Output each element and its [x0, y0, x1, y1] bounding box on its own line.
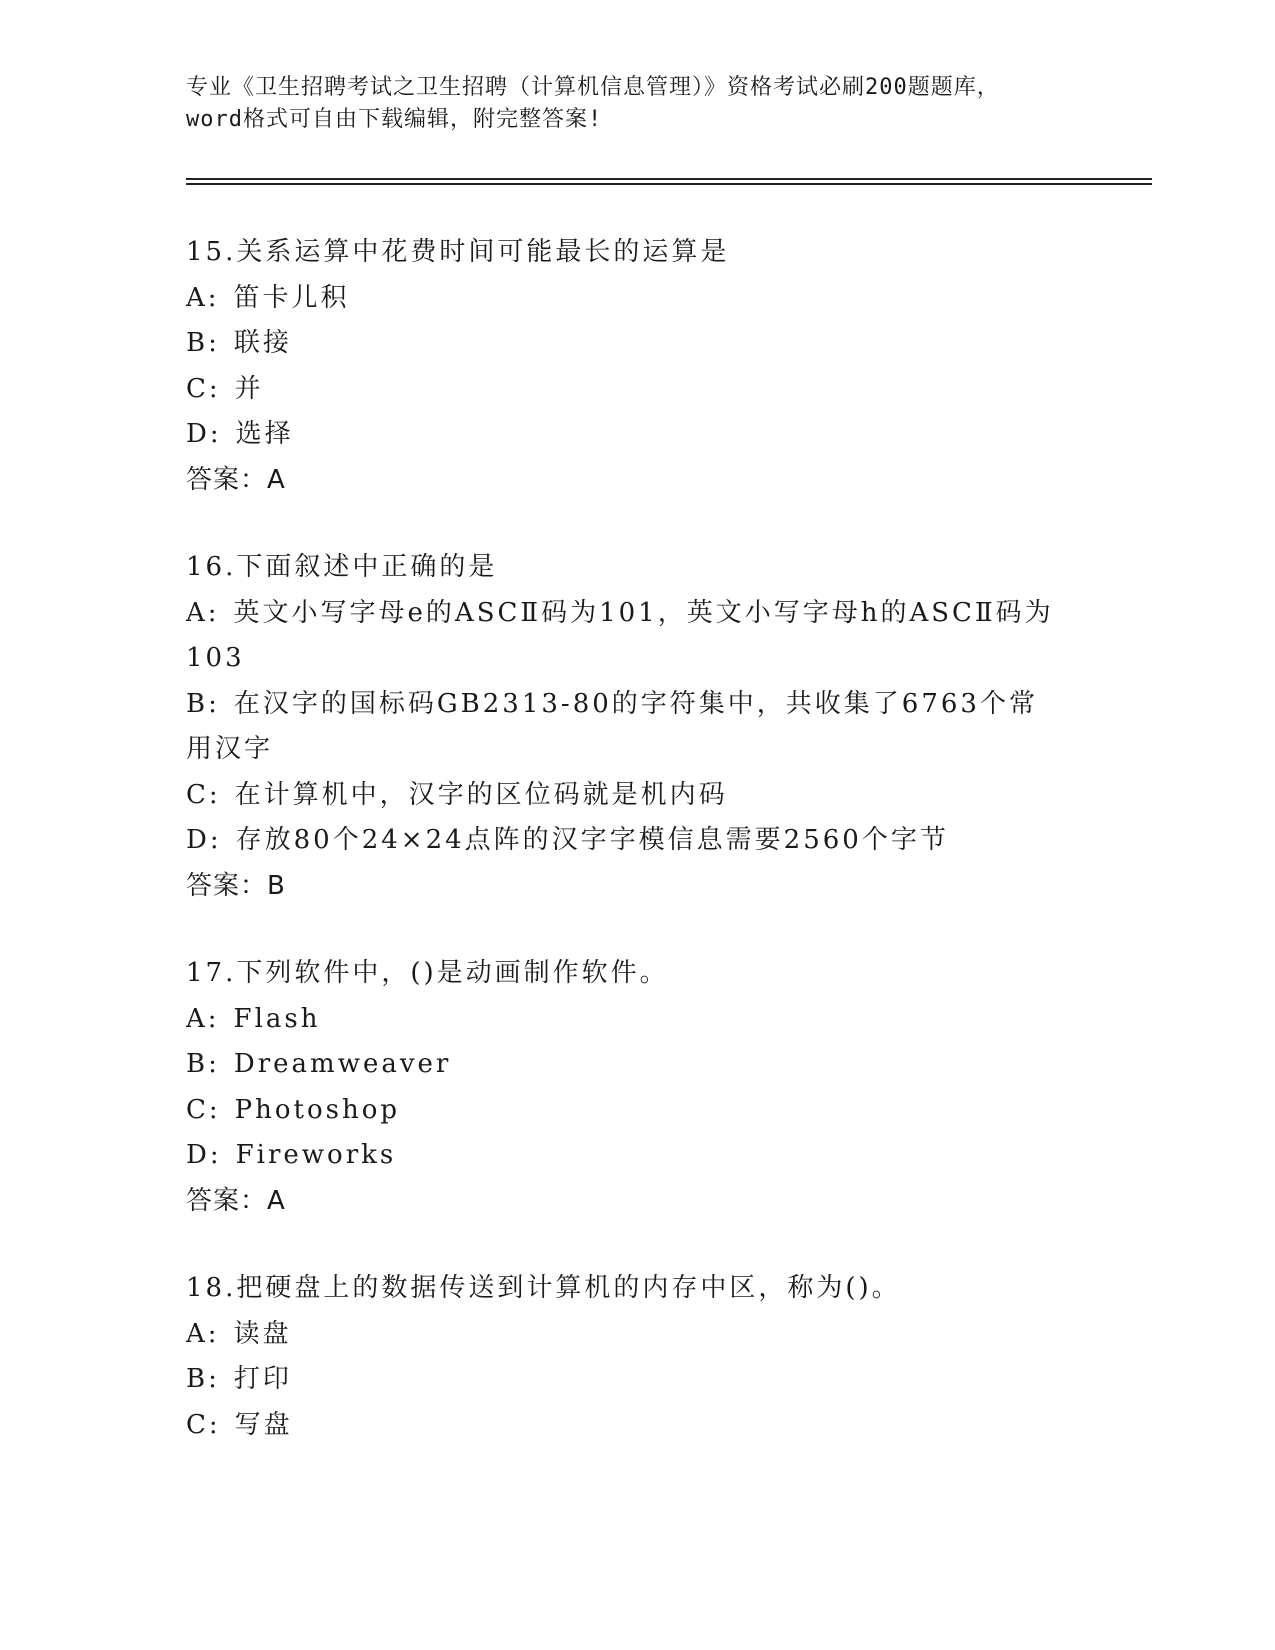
option-text: 笛卡儿积: [233, 282, 350, 313]
option-text: Photoshop: [234, 1094, 401, 1125]
option-label: A:: [186, 1318, 220, 1349]
document-header: [186, 72, 1086, 136]
question-stem: 17.下列软件中，()是动画制作软件。: [186, 958, 669, 988]
option-text: Fireworks: [235, 1140, 397, 1170]
option-label: A:: [186, 1003, 220, 1034]
option-d: [186, 412, 1066, 458]
option-c: [186, 367, 1066, 413]
option-a: [186, 1312, 1066, 1358]
option-label: C:: [186, 1409, 221, 1440]
option-text: Flash: [233, 1003, 321, 1034]
option-text: 联接: [233, 328, 292, 358]
question-15: [186, 230, 1066, 503]
header-divider-bottom: [186, 183, 1152, 185]
option-label: C:: [186, 373, 221, 404]
answer-line: 答案：A: [186, 464, 286, 495]
option-c: [186, 773, 1066, 819]
question-stem: 18.把硬盘上的数据传送到计算机的内存中区，称为()。: [186, 1273, 901, 1303]
option-text: 存放80个24×24点阵的汉字字模信息需要2560个字节: [235, 825, 949, 855]
option-b: [186, 1357, 1066, 1403]
option-c: [186, 1088, 1066, 1134]
option-b: [186, 321, 1066, 367]
option-d: [186, 818, 1066, 864]
option-label: C:: [186, 779, 221, 810]
question-16: [186, 545, 1066, 909]
header-title-line-2: word格式可自由下载编辑，附完整答案!: [186, 107, 603, 132]
option-a: [186, 997, 1066, 1043]
option-label: C:: [186, 1094, 221, 1125]
option-text: 读盘: [233, 1318, 292, 1349]
answer-line: 答案：B: [186, 870, 286, 901]
option-text: 打印: [233, 1364, 292, 1394]
option-label: B:: [186, 688, 220, 719]
question-18: [186, 1266, 1066, 1448]
option-d: [186, 1133, 1066, 1179]
question-17: [186, 951, 1066, 1224]
option-label: B:: [186, 1364, 220, 1394]
option-label: B:: [186, 1049, 220, 1079]
question-list: [186, 230, 1066, 1490]
header-title-line-1: 专业《卫生招聘考试之卫生招聘（计算机信息管理）》资格考试必刷200题题库，: [186, 75, 1000, 100]
option-a: [186, 591, 1066, 682]
answer-line: 答案：A: [186, 1185, 286, 1216]
option-label: D:: [186, 825, 222, 855]
option-a: [186, 276, 1066, 322]
option-label: A:: [186, 597, 220, 628]
option-text: 选择: [235, 419, 294, 449]
option-text: 在汉字的国标码GB2313-80的字符集中，共收集了6763个常用汉字: [186, 688, 1038, 764]
question-stem: 15.关系运算中花费时间可能最长的运算是: [186, 237, 730, 267]
question-stem: 16.下面叙述中正确的是: [186, 552, 498, 582]
option-label: A:: [186, 282, 220, 313]
option-c: [186, 1403, 1066, 1449]
header-divider-top: [186, 178, 1152, 180]
option-label: D:: [186, 419, 222, 449]
option-label: B:: [186, 328, 220, 358]
option-text: Dreamweaver: [233, 1049, 452, 1079]
option-text: 写盘: [234, 1409, 293, 1440]
option-text: 英文小写字母e的ASCⅡ码为101，英文小写字母h的ASCⅡ码为103: [186, 597, 1054, 673]
option-text: 在计算机中，汉字的区位码就是机内码: [234, 779, 728, 810]
option-text: 并: [234, 373, 264, 404]
option-b: [186, 682, 1066, 773]
option-label: D:: [186, 1140, 222, 1170]
option-b: [186, 1042, 1066, 1088]
